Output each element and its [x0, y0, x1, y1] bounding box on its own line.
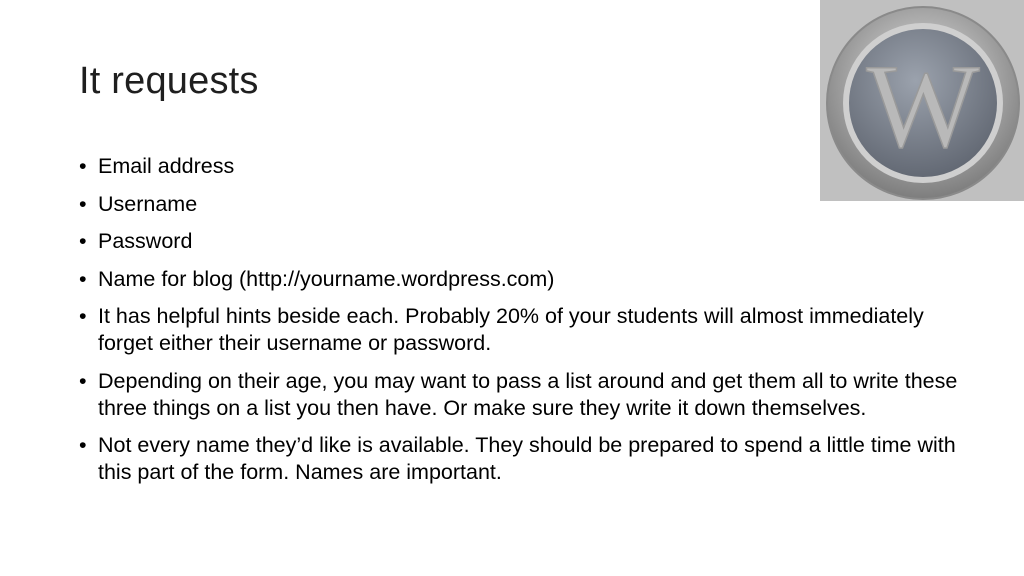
- slide-title: It requests: [79, 60, 259, 102]
- logo-letter: W: [866, 39, 980, 172]
- bullet-dot: •: [79, 368, 87, 393]
- bullet-dot: •: [79, 191, 87, 216]
- bullet-item: [79, 191, 959, 218]
- bullet-text: Password: [98, 229, 193, 253]
- bullet-dot: •: [79, 266, 87, 291]
- bullet-text: It has helpful hints beside each. Probably 20% of your students will almost immediately forget either their username or password.: [98, 304, 924, 355]
- bullet-item: [79, 432, 959, 486]
- bullet-dot: •: [79, 229, 87, 253]
- bullet-item: [79, 153, 959, 180]
- bullet-item: [79, 266, 959, 293]
- bullet-text: Name for blog (http://yourname.wordpress.com): [98, 266, 555, 291]
- bullet-text: Email address: [98, 154, 235, 178]
- bullet-dot: •: [79, 154, 87, 178]
- bullet-text: Depending on their age, you may want to pass a list around and get them all to write these three things on a list you then have. Or make sure they write it down themselves.: [98, 368, 958, 420]
- bullet-item: [79, 368, 959, 422]
- bullet-text: Not every name they’d like is available. They should be prepared to spend a little time with this part of the form. Names are important.: [98, 433, 956, 484]
- bullet-item: [79, 228, 959, 255]
- bullet-dot: •: [79, 433, 87, 457]
- bullet-dot: •: [79, 304, 87, 328]
- bullet-item: [79, 303, 959, 357]
- bullet-text: Username: [98, 191, 198, 216]
- bullet-list: [79, 153, 959, 497]
